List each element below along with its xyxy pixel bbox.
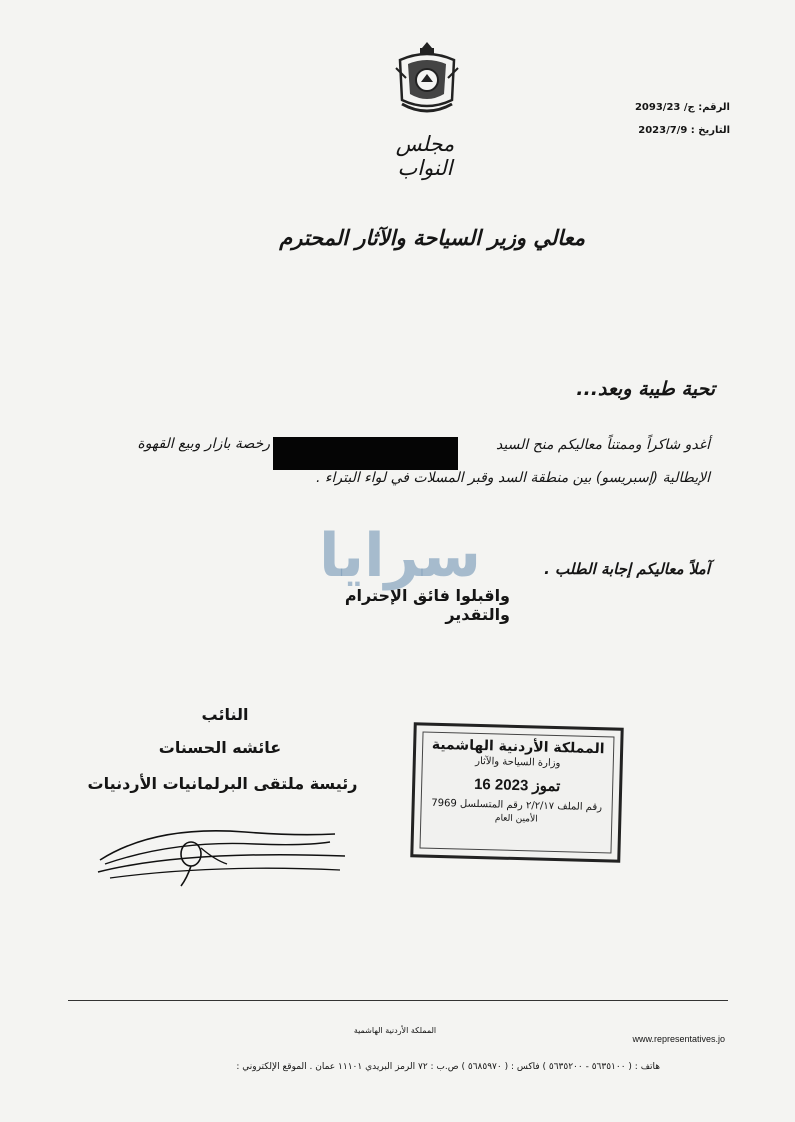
stamp-date: 16 تموز 2023 (473, 775, 561, 796)
greeting: تحية طيبة وبعد... (576, 378, 715, 400)
watermark-logo (305, 512, 495, 592)
signatory-title: النائب (201, 705, 249, 724)
stamp-frame (420, 732, 615, 854)
stamp-kingdom-line: المملكة الأردنية الهاشمية (431, 736, 605, 758)
footer-divider (68, 1000, 728, 1001)
handwritten-signature (95, 820, 350, 890)
stamp-secretary-line: الأمين العام (494, 813, 538, 825)
council-name: مجلس النواب (395, 132, 455, 180)
signatory-name: عائشه الحسنات (158, 738, 282, 757)
body-line1-start: أغدو شاكراً وممتناً معاليكم منح السيد (496, 437, 710, 453)
footer-website (85, 1034, 725, 1045)
body-line2: الإيطالية (إسبريسو) بين منطقة السد وقبر المسلات في لواء البتراء . (316, 470, 710, 486)
closing-line: واقبلوا فائق الإحترام والتقدير (344, 586, 510, 624)
redaction-bar (273, 437, 458, 470)
footer-contact: هاتف : ( ٥٦٣٥١٠٠ - ٥٦٣٥٢٠٠ ) فاكس : ( ٥٦٨٥٩٧٠ ) ص.ب : ٧٢ الرمز البريدي ١١١٠١ عمان . الموقع الإلكتروني : (236, 1062, 660, 1072)
letter-date: التاريخ : 2023/7/9 (638, 125, 730, 136)
stamp-ministry-line: وزارة السياحة والآثار (475, 755, 561, 770)
signatory-role: رئيسة ملتقى البرلمانيات الأردنيات (87, 774, 358, 793)
footer-kingdom-title: المملكة الأردنية الهاشمية (353, 1026, 437, 1035)
request-line: آملاً معاليكم إجابة الطلب . (544, 560, 710, 578)
ministry-received-stamp (410, 722, 623, 862)
body-line1-end: رخصة بازار وبيع القهوة (137, 436, 270, 452)
stamp-file-number: رقم الملف ٢/٢/١٧ رقم المتسلسل 7969 (431, 797, 603, 814)
addressee: معالي وزير السياحة والآثار المحترم (279, 226, 585, 250)
jordan-crest-emblem (392, 38, 462, 118)
reference-number: الرقم: ج/ 2093/23 (634, 102, 730, 113)
watermark-text: سرايا (319, 521, 481, 591)
website-link[interactable]: www.representatives.jo (632, 1034, 725, 1044)
